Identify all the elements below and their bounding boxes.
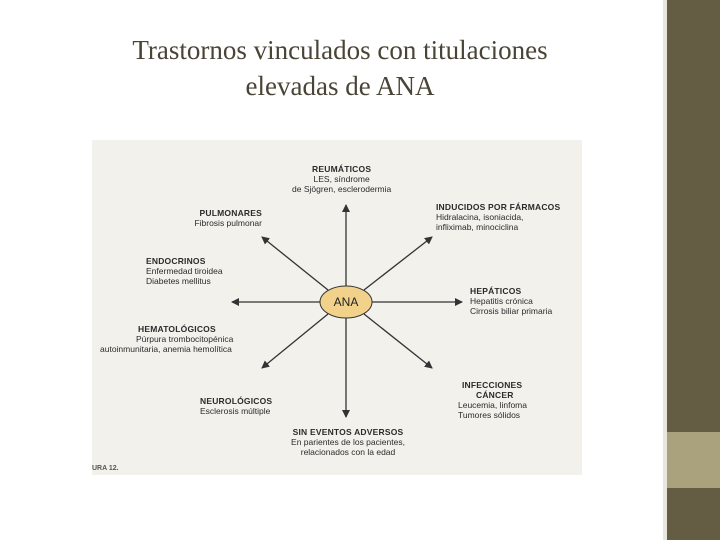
- node-hepaticos-line1: Hepatitis crónica: [470, 296, 533, 306]
- node-infecciones: [432, 380, 527, 420]
- node-farmacos-line2: infliximab, minociclina: [436, 222, 519, 232]
- node-reumaticos: [292, 164, 391, 194]
- arrow-pulmonares: [262, 237, 328, 290]
- node-endocrinos: [146, 256, 223, 286]
- node-hepaticos-title: HEPÁTICOS: [470, 286, 522, 296]
- slide-title-line-2: elevadas de ANA: [245, 71, 435, 101]
- node-hematologicos: [100, 324, 233, 354]
- slide-title: [40, 32, 640, 104]
- node-sin-eventos-line1: En parientes de los pacientes,: [291, 437, 405, 447]
- node-farmacos-title: INDUCIDOS POR FÁRMACOS: [436, 202, 561, 212]
- node-endocrinos-line1: Enfermedad tiroidea: [146, 266, 223, 276]
- node-neurologicos-title: NEUROLÓGICOS: [200, 396, 273, 406]
- node-hepaticos: [470, 286, 552, 316]
- ana-diagram-figure: [92, 140, 582, 475]
- node-hematologicos-title: HEMATOLÓGICOS: [138, 324, 216, 334]
- center-label-ana: ANA: [333, 295, 359, 309]
- node-reumaticos-title: REUMÁTICOS: [312, 164, 372, 174]
- node-endocrinos-title: ENDOCRINOS: [146, 256, 206, 266]
- node-pulmonares: [188, 208, 262, 228]
- node-infecciones-line3: Leucemia, linfoma: [458, 400, 527, 410]
- node-hematologicos-line2: autoinmunitaria, anemia hemolítica: [100, 344, 232, 354]
- node-sin-eventos-line2: relacionados con la edad: [300, 447, 396, 457]
- node-pulmonares-line1: Fibrosis pulmonar: [194, 218, 262, 228]
- node-pulmonares-title: PULMONARES: [199, 208, 262, 218]
- node-sin-eventos-title: SIN EVENTOS ADVERSOS: [292, 427, 404, 437]
- figure-caption: URA 12.: [92, 465, 119, 472]
- node-sin-eventos: [278, 427, 418, 457]
- node-farmacos-line1: Hidralacina, isoniacida,: [436, 212, 524, 222]
- node-infecciones-line4: Tumores sólidos: [458, 410, 521, 420]
- node-neurologicos: [200, 396, 272, 416]
- sidebar-accent-block: [667, 432, 720, 488]
- arrow-hematologicos: [262, 314, 328, 368]
- node-reumaticos-line2: de Sjögren, esclerodermia: [292, 184, 392, 194]
- arrow-farmacos: [364, 237, 432, 290]
- arrow-infecciones: [364, 314, 432, 368]
- node-hepaticos-line2: Cirrosis biliar primaria: [470, 306, 553, 316]
- node-hematologicos-line1: Púrpura trombocitopénica: [136, 334, 234, 344]
- node-infecciones-line2: CÁNCER: [476, 390, 514, 400]
- node-farmacos: [436, 202, 560, 232]
- node-endocrinos-line2: Diabetes mellitus: [146, 276, 211, 286]
- node-neurologicos-line1: Esclerosis múltiple: [200, 406, 271, 416]
- node-reumaticos-line1: LES, síndrome: [313, 174, 370, 184]
- slide-title-line-1: Trastornos vinculados con titulaciones: [132, 35, 548, 65]
- node-infecciones-title: INFECCIONES: [462, 380, 523, 390]
